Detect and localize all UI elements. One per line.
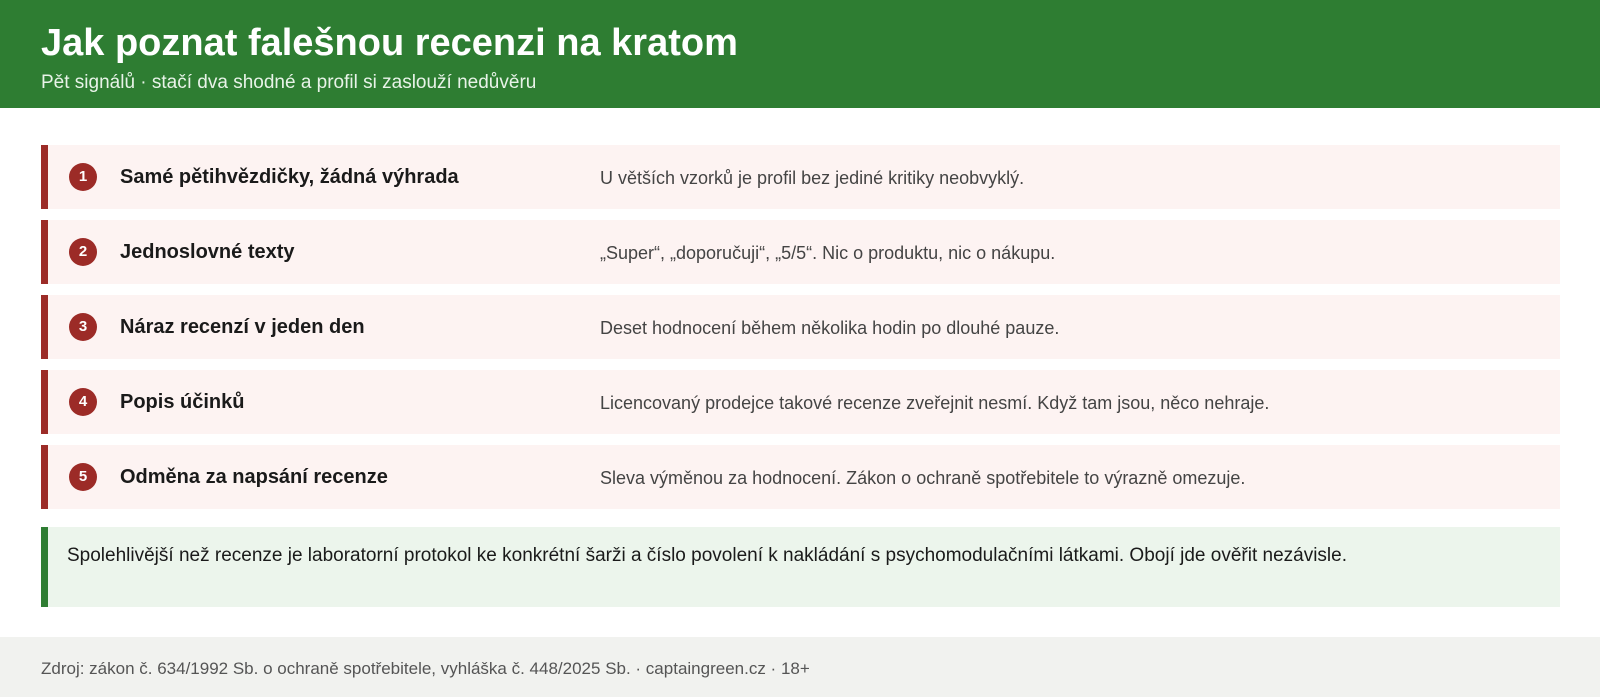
page-title: Jak poznat falešnou recenzi na kratom bbox=[41, 22, 738, 64]
signal-title: Náraz recenzí v jeden den bbox=[120, 316, 365, 338]
footer-source-text: Zdroj: zákon č. 634/1992 Sb. o ochraně spotřebitele, vyhláška č. 448/2025 Sb. · captaingreen.cz · 18+ bbox=[41, 659, 810, 678]
page-subtitle: Pět signálů · stačí dva shodné a profil si zaslouží nedůvěru bbox=[41, 72, 537, 93]
info-note-text: Spolehlivější než recenze je laboratorní protokol ke konkrétní šarži a číslo povolení k nakládání s psychomodulačními látkami. Obojí jde ověřit nezávisle. bbox=[67, 545, 1347, 566]
info-note bbox=[41, 527, 1560, 607]
signal-item bbox=[41, 370, 1560, 434]
signal-item bbox=[41, 295, 1560, 359]
signal-number-badge: 2 bbox=[69, 238, 97, 266]
signal-description: „Super“, „doporučuji“, „5/5“. Nic o produktu, nic o nákupu. bbox=[600, 243, 1056, 263]
signal-number-badge: 1 bbox=[69, 163, 97, 191]
signal-title: Popis účinků bbox=[120, 391, 245, 413]
signal-title: Samé pětihvězdičky, žádná výhrada bbox=[120, 166, 459, 188]
signal-description: U větších vzorků je profil bez jediné kritiky neobvyklý. bbox=[600, 168, 1025, 188]
signal-item bbox=[41, 220, 1560, 284]
signal-item bbox=[41, 445, 1560, 509]
signal-number-badge: 4 bbox=[69, 388, 97, 416]
signal-number-badge: 5 bbox=[69, 463, 97, 491]
page-footer bbox=[0, 637, 1600, 697]
signal-description: Deset hodnocení během několika hodin po dlouhé pauze. bbox=[600, 318, 1060, 338]
signal-description: Licencovaný prodejce takové recenze zveřejnit nesmí. Když tam jsou, něco nehraje. bbox=[600, 393, 1270, 413]
signal-list bbox=[41, 145, 1560, 520]
signal-item bbox=[41, 145, 1560, 209]
signal-description: Sleva výměnou za hodnocení. Zákon o ochraně spotřebitele to výrazně omezuje. bbox=[600, 468, 1246, 488]
signal-title: Jednoslovné texty bbox=[120, 241, 295, 263]
page-header bbox=[0, 0, 1600, 108]
signal-title: Odměna za napsání recenze bbox=[120, 466, 388, 488]
signal-number-badge: 3 bbox=[69, 313, 97, 341]
